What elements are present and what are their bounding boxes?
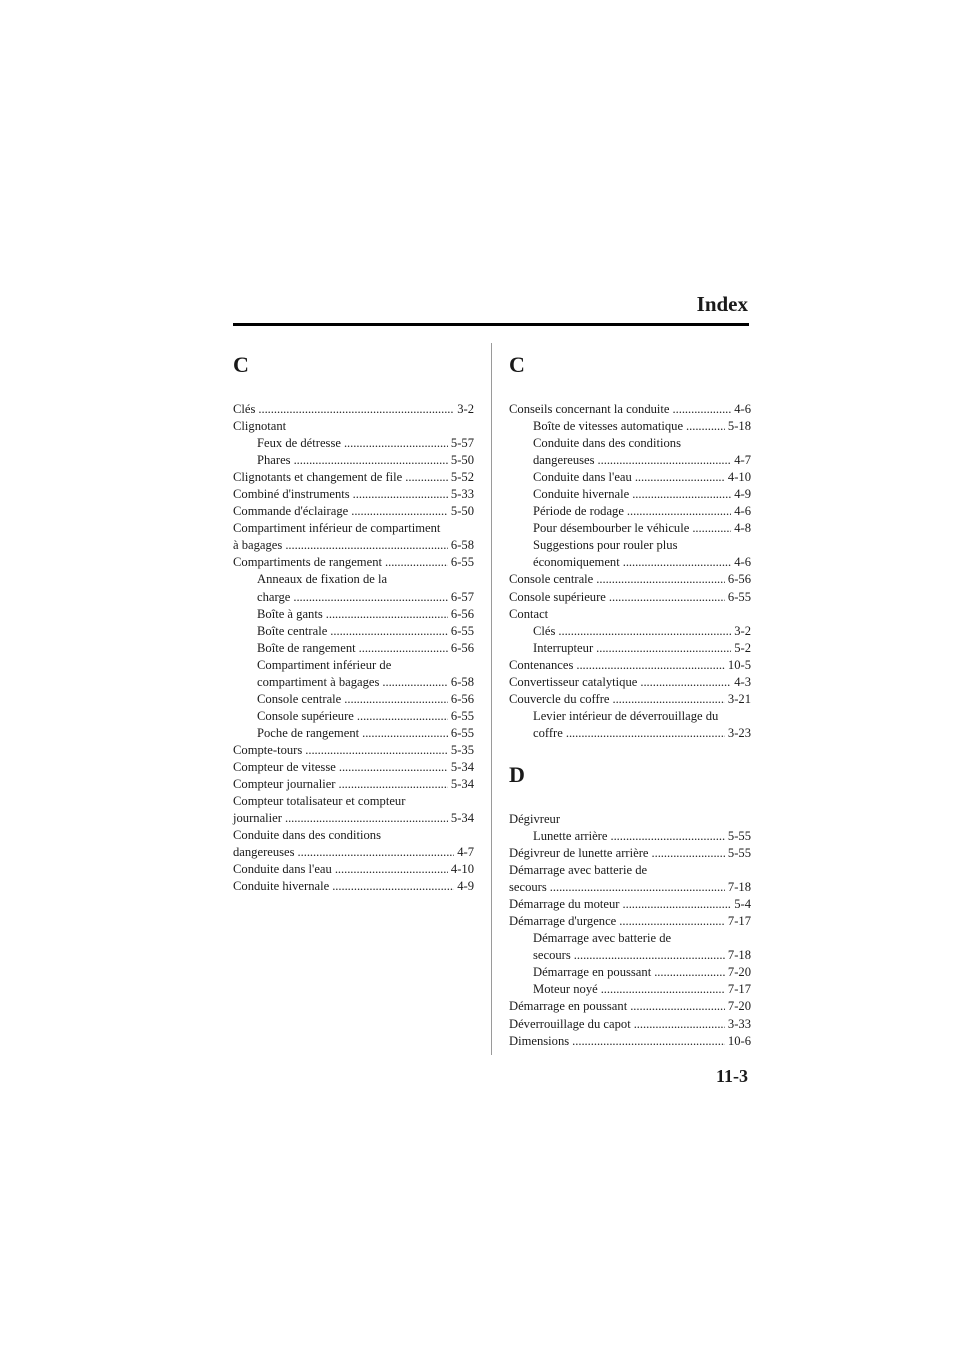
entry-text: Anneaux de fixation de la xyxy=(257,572,388,587)
entry-text: Déverrouillage du capot xyxy=(509,1016,631,1031)
index-entry xyxy=(509,811,751,828)
index-entry xyxy=(233,793,474,810)
entry-text: Conduite hivernale xyxy=(533,487,630,502)
entry-page-ref: 5-52 xyxy=(450,470,474,485)
dot-leader xyxy=(598,452,732,469)
index-subentry xyxy=(509,947,751,964)
dot-leader xyxy=(612,691,724,708)
dot-leader xyxy=(635,469,725,486)
entry-text: Dégivreur xyxy=(509,811,561,826)
entry-page-ref: 5-55 xyxy=(727,828,751,843)
entry-text: Contact xyxy=(509,606,549,621)
dot-leader xyxy=(623,896,732,913)
dot-leader xyxy=(335,861,448,878)
index-entry xyxy=(233,810,474,827)
index-entry xyxy=(233,878,474,895)
dot-leader xyxy=(285,810,448,827)
dot-leader xyxy=(609,589,725,606)
index-subentry xyxy=(233,674,474,691)
dot-leader xyxy=(572,1033,725,1050)
index-entry xyxy=(233,418,474,435)
entry-text: secours xyxy=(533,948,571,963)
index-subentry xyxy=(509,418,751,435)
entry-page-ref: 5-50 xyxy=(450,504,474,519)
index-entry xyxy=(233,537,474,554)
index-subentry xyxy=(509,828,751,845)
entry-text: Boîte à gants xyxy=(257,606,323,621)
entry-page-ref: 5-34 xyxy=(450,759,474,774)
index-entry xyxy=(233,503,474,520)
dot-leader xyxy=(652,845,725,862)
entry-text: Période de rodage xyxy=(533,504,624,519)
page-header-title: Index xyxy=(696,292,748,316)
entry-text: Commande d'éclairage xyxy=(233,504,349,519)
dot-leader xyxy=(385,554,448,571)
entry-text: Combiné d'instruments xyxy=(233,487,350,502)
section-letter-c: C xyxy=(509,352,525,377)
index-subentry xyxy=(509,469,751,486)
page-number: 11-3 xyxy=(715,1066,748,1086)
entry-text: Console centrale xyxy=(257,691,342,706)
index-entry xyxy=(509,571,751,588)
entry-page-ref: 6-55 xyxy=(450,623,474,638)
entry-text: Compteur totalisateur et compteur xyxy=(233,794,406,809)
entry-page-ref: 4-10 xyxy=(450,862,474,877)
entry-text: Phares xyxy=(257,453,291,468)
dot-leader xyxy=(294,452,448,469)
index-entry-list xyxy=(509,811,751,1050)
entry-text: Moteur noyé xyxy=(533,982,598,997)
dot-leader xyxy=(654,964,725,981)
index-subentry xyxy=(233,640,474,657)
entry-page-ref: 10-6 xyxy=(727,1033,751,1048)
index-subentry xyxy=(509,623,751,640)
entry-text: Compartiment inférieur de compartiment xyxy=(233,521,441,536)
dot-leader xyxy=(601,981,725,998)
entry-text: Conseils concernant la conduite xyxy=(509,402,670,416)
index-subentry xyxy=(233,657,474,674)
entry-text: Console centrale xyxy=(509,572,594,587)
entry-page-ref: 7-20 xyxy=(727,965,751,980)
entry-text: Conduite dans l'eau xyxy=(533,470,632,485)
index-entry xyxy=(233,759,474,776)
entry-page-ref: 6-56 xyxy=(450,640,474,655)
index-entry xyxy=(233,486,474,503)
index-entry xyxy=(233,401,474,418)
entry-page-ref: 4-8 xyxy=(734,521,751,536)
index-subentry xyxy=(233,708,474,725)
entry-page-ref: 6-55 xyxy=(727,589,751,604)
index-section-list xyxy=(509,352,751,1050)
entry-text: Levier intérieur de déverrouillage du xyxy=(533,708,719,723)
entry-page-ref: 6-56 xyxy=(450,606,474,621)
dot-leader xyxy=(305,742,448,759)
index-entry xyxy=(509,589,751,606)
entry-page-ref: 5-18 xyxy=(727,419,751,434)
index-entry-list xyxy=(509,401,751,742)
dot-leader xyxy=(344,691,448,708)
dot-leader xyxy=(692,520,731,537)
index-subentry xyxy=(509,725,751,742)
entry-text: Clés xyxy=(233,402,256,416)
index-subentry xyxy=(233,606,474,623)
entry-text: Clés xyxy=(533,623,556,638)
entry-page-ref: 7-18 xyxy=(727,880,751,895)
entry-page-ref: 6-55 xyxy=(450,555,474,570)
entry-text: Démarrage d'urgence xyxy=(509,914,617,929)
dot-leader xyxy=(332,878,454,895)
entry-text: Boîte centrale xyxy=(257,623,328,638)
entry-page-ref: 3-2 xyxy=(734,623,751,638)
entry-page-ref: 5-2 xyxy=(734,640,751,655)
entry-text: journalier xyxy=(233,811,282,826)
index-entry xyxy=(509,674,751,691)
index-entry xyxy=(233,520,474,537)
entry-page-ref: 5-34 xyxy=(450,777,474,792)
index-entry xyxy=(509,862,751,879)
index-subentry xyxy=(509,452,751,469)
dot-leader xyxy=(353,486,448,503)
entry-text: Clignotant xyxy=(233,419,287,434)
entry-page-ref: 5-33 xyxy=(450,487,474,502)
dot-leader xyxy=(596,640,731,657)
entry-text: Conduite dans l'eau xyxy=(233,862,332,877)
entry-page-ref: 3-23 xyxy=(727,725,751,740)
entry-page-ref: 10-5 xyxy=(727,657,751,672)
dot-leader xyxy=(596,571,725,588)
index-subentry xyxy=(509,435,751,452)
entry-page-ref: 5-55 xyxy=(727,846,751,861)
index-entry xyxy=(233,776,474,793)
entry-text: Démarrage avec batterie de xyxy=(533,931,672,946)
dot-leader xyxy=(627,503,731,520)
index-entry xyxy=(509,896,751,913)
entry-text: Démarrage en poussant xyxy=(509,999,628,1014)
entry-text: Couvercle du coffre xyxy=(509,691,610,706)
dot-leader xyxy=(634,1016,725,1033)
dot-leader xyxy=(574,947,725,964)
entry-text: charge xyxy=(257,589,291,604)
index-right-column xyxy=(509,352,751,1050)
dot-leader xyxy=(405,469,448,486)
dot-leader xyxy=(293,589,448,606)
index-subentry xyxy=(509,964,751,981)
entry-text: coffre xyxy=(533,725,563,740)
entry-text: Convertisseur catalytique xyxy=(509,674,638,689)
dot-leader xyxy=(673,401,732,418)
entry-text: Poche de rangement xyxy=(257,725,360,740)
index-subentry xyxy=(509,520,751,537)
entry-page-ref: 4-7 xyxy=(734,453,751,468)
dot-leader xyxy=(298,844,455,861)
entry-page-ref: 5-4 xyxy=(734,897,751,912)
entry-page-ref: 6-57 xyxy=(450,589,474,604)
entry-page-ref: 4-3 xyxy=(734,674,751,689)
column-divider xyxy=(491,343,492,1055)
entry-page-ref: 5-34 xyxy=(450,811,474,826)
index-entry xyxy=(509,913,751,930)
index-entry xyxy=(233,844,474,861)
index-subentry xyxy=(233,725,474,742)
index-subentry xyxy=(509,486,751,503)
dot-leader xyxy=(640,674,731,691)
index-subentry xyxy=(509,537,751,554)
index-entry xyxy=(509,998,751,1015)
index-entry xyxy=(509,1016,751,1033)
entry-text: à bagages xyxy=(233,538,283,553)
index-entry xyxy=(509,879,751,896)
entry-page-ref: 5-35 xyxy=(450,742,474,757)
dot-leader xyxy=(338,776,447,793)
dot-leader xyxy=(362,725,448,742)
index-subentry xyxy=(233,623,474,640)
dot-leader xyxy=(686,418,725,435)
index-entry xyxy=(509,1033,751,1050)
entry-page-ref: 6-56 xyxy=(450,691,474,706)
dot-leader xyxy=(326,606,448,623)
index-subentry xyxy=(509,554,751,571)
entry-text: Boîte de rangement xyxy=(257,640,356,655)
entry-text: Pour désembourber le véhicule xyxy=(533,521,690,536)
index-entry xyxy=(509,691,751,708)
index-entry-list xyxy=(233,401,474,895)
dot-leader xyxy=(550,879,725,896)
index-entry xyxy=(509,606,751,623)
dot-leader xyxy=(632,486,731,503)
index-subentry xyxy=(233,691,474,708)
dot-leader xyxy=(610,828,724,845)
entry-text: Suggestions pour rouler plus xyxy=(533,538,678,553)
entry-text: Contenances xyxy=(509,657,574,672)
index-entry xyxy=(509,845,751,862)
index-entry xyxy=(233,742,474,759)
dot-leader xyxy=(330,623,448,640)
index-entry xyxy=(233,861,474,878)
entry-text: Lunette arrière xyxy=(533,828,608,843)
index-subentry xyxy=(233,452,474,469)
dot-leader xyxy=(566,725,725,742)
index-entry xyxy=(233,554,474,571)
entry-text: Conduite dans des conditions xyxy=(233,828,381,843)
entry-text: secours xyxy=(509,880,547,895)
entry-page-ref: 5-57 xyxy=(450,436,474,451)
entry-text: Dégivreur de lunette arrière xyxy=(509,846,649,861)
entry-text: Compteur journalier xyxy=(233,777,336,792)
dot-leader xyxy=(623,554,731,571)
entry-page-ref: 4-9 xyxy=(734,487,751,502)
dot-leader xyxy=(576,657,725,674)
entry-page-ref: 5-50 xyxy=(450,453,474,468)
entry-text: dangereuses xyxy=(233,845,295,860)
section-letter-d: D xyxy=(509,761,525,787)
entry-page-ref: 4-7 xyxy=(457,845,474,860)
entry-text: Conduite dans des conditions xyxy=(533,436,681,451)
entry-page-ref: 4-6 xyxy=(734,402,751,416)
entry-page-ref: 4-6 xyxy=(734,555,751,570)
index-subentry xyxy=(509,640,751,657)
section-letter-c: C xyxy=(233,352,249,377)
dot-leader xyxy=(339,759,448,776)
index-entry xyxy=(509,657,751,674)
entry-page-ref: 6-56 xyxy=(727,572,751,587)
entry-text: Clignotants et changement de file xyxy=(233,470,403,485)
index-subentry xyxy=(233,589,474,606)
entry-page-ref: 6-55 xyxy=(450,725,474,740)
dot-leader xyxy=(285,537,448,554)
dot-leader xyxy=(382,674,448,691)
entry-page-ref: 7-18 xyxy=(727,948,751,963)
entry-page-ref: 4-9 xyxy=(457,879,474,894)
entry-text: Conduite hivernale xyxy=(233,879,330,894)
index-subentry xyxy=(509,981,751,998)
dot-leader xyxy=(351,503,448,520)
dot-leader xyxy=(619,913,725,930)
entry-page-ref: 7-20 xyxy=(727,999,751,1014)
entry-text: dangereuses xyxy=(533,453,595,468)
index-subentry xyxy=(509,503,751,520)
entry-text: Démarrage en poussant xyxy=(533,965,652,980)
index-left-column xyxy=(233,352,474,895)
entry-text: Démarrage du moteur xyxy=(509,897,620,912)
entry-text: compartiment à bagages xyxy=(257,674,380,689)
index-entry xyxy=(233,827,474,844)
index-entry xyxy=(233,469,474,486)
entry-text: Console supérieure xyxy=(509,589,606,604)
entry-text: Console supérieure xyxy=(257,708,354,723)
dot-leader xyxy=(344,435,448,452)
entry-page-ref: 6-58 xyxy=(450,674,474,689)
entry-text: Compartiment inférieur de xyxy=(257,657,392,672)
entry-page-ref: 7-17 xyxy=(727,914,751,929)
entry-text: Compte-tours xyxy=(233,742,303,757)
entry-text: Interrupteur xyxy=(533,640,594,655)
dot-leader xyxy=(357,708,448,725)
entry-page-ref: 4-6 xyxy=(734,504,751,519)
entry-text: Démarrage avec batterie de xyxy=(509,863,648,878)
entry-text: économiquement xyxy=(533,555,620,570)
entry-text: Compartiments de rangement xyxy=(233,555,382,570)
index-subentry xyxy=(509,708,751,725)
section-spacer xyxy=(509,742,751,762)
entry-text: Dimensions xyxy=(509,1033,570,1048)
dot-leader xyxy=(258,401,454,418)
entry-page-ref: 3-33 xyxy=(727,1016,751,1031)
header-rule xyxy=(233,323,749,326)
entry-page-ref: 6-58 xyxy=(450,538,474,553)
index-subentry xyxy=(233,571,474,588)
entry-text: Compteur de vitesse xyxy=(233,759,336,774)
dot-leader xyxy=(558,623,731,640)
entry-page-ref: 3-2 xyxy=(457,402,474,416)
entry-text: Feux de détresse xyxy=(257,436,341,451)
entry-page-ref: 4-10 xyxy=(727,470,751,485)
dot-leader xyxy=(359,640,448,657)
index-subentry xyxy=(233,435,474,452)
entry-page-ref: 6-55 xyxy=(450,708,474,723)
entry-page-ref: 3-21 xyxy=(727,691,751,706)
entry-page-ref: 7-17 xyxy=(727,982,751,997)
index-subentry xyxy=(509,930,751,947)
entry-text: Boîte de vitesses automatique xyxy=(533,419,684,434)
index-entry xyxy=(509,401,751,418)
dot-leader xyxy=(630,998,725,1015)
